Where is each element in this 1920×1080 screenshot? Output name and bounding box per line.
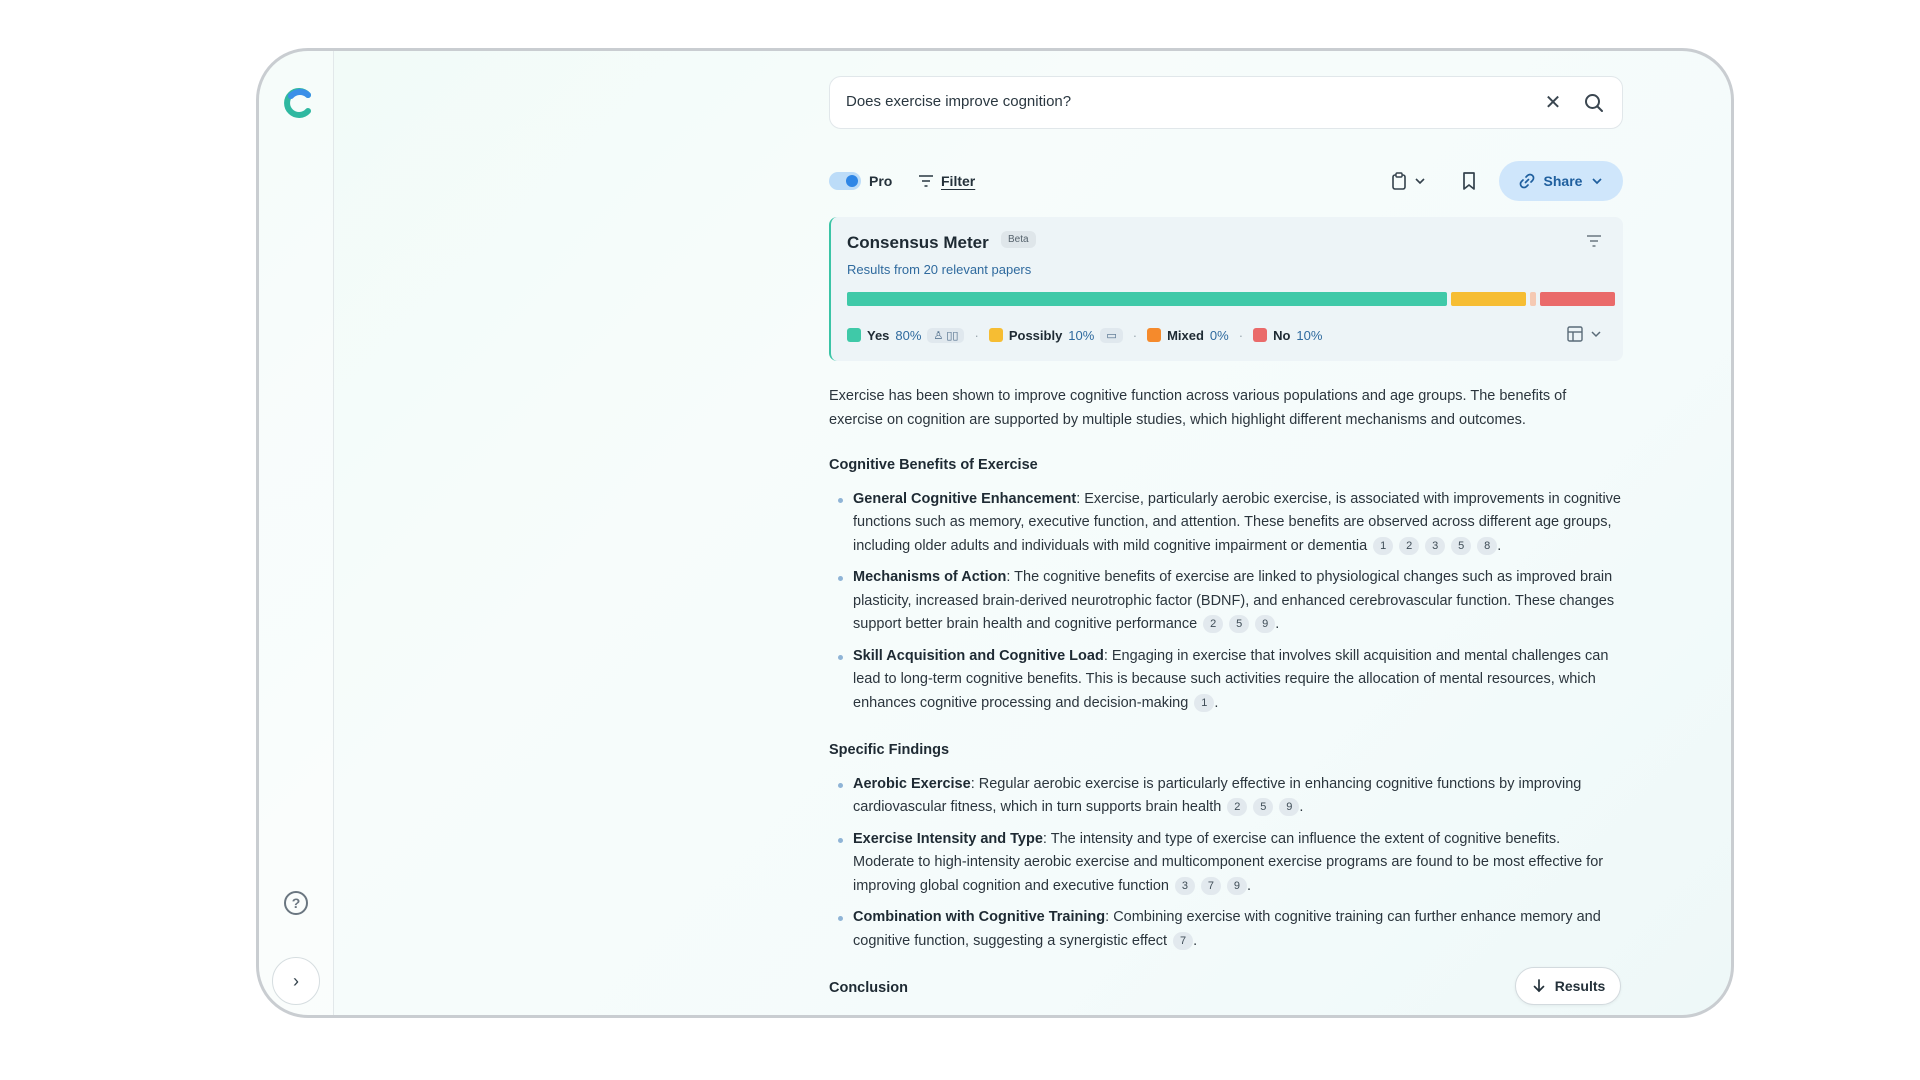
finding-text: : Combining exercise with cognitive training can further enhance memory and cognitive function, suggesting a synergistic effect — [853, 909, 1601, 949]
citation-badge[interactable]: 7 — [1173, 932, 1193, 950]
bookmark-icon[interactable] — [1457, 169, 1481, 193]
meter-title: Consensus Meter — [847, 233, 989, 252]
sentence-end: . — [1246, 877, 1252, 894]
legend-separator: · — [1132, 327, 1138, 343]
finding-text: : Regular aerobic exercise is particularly effective in enhancing cognitive functions by improving cardiovascular fitness, which in turn supports brain health — [853, 775, 1582, 815]
results-button[interactable] — [1515, 967, 1621, 1005]
finding-title: Skill Acquisition and Cognitive Load — [853, 647, 1104, 664]
finding-text: : The cognitive benefits of exercise are linked to physiological changes such as improved brain plasticity, increased brain-derived neurotrophic factor (BDNF), and enhanced cerebrovascular function. These changes support better brain health and cognitive performance — [853, 569, 1615, 632]
table-view-button[interactable] — [1566, 323, 1602, 345]
legend-swatch-possibly — [989, 328, 1003, 342]
legend-label: Yes — [867, 327, 890, 343]
sentence-end: . — [1193, 932, 1198, 949]
citation-badge[interactable]: 1 — [1373, 537, 1393, 555]
beta-badge: Beta — [1001, 231, 1036, 248]
filter-button[interactable] — [917, 167, 975, 195]
chevron-down-icon — [1413, 174, 1427, 188]
pro-toggle[interactable] — [829, 172, 861, 190]
summary-intro: Exercise has been shown to improve cognitive function across various populations and age groups. The benefits of exercise on cognition are supported by multiple studies, which highlight different mechanisms and outcomes. — [829, 388, 1567, 428]
filter-label: Filter — [941, 173, 976, 189]
search-input[interactable]: Does exercise improve cognition? — [846, 93, 1072, 110]
main-panel — [829, 51, 1629, 1015]
legend-separator: · — [1238, 327, 1244, 343]
finding-title: General Cognitive Enhancement — [853, 490, 1077, 507]
section-heading: Cognitive Benefits of Exercise — [829, 457, 1038, 473]
consensus-logo-icon[interactable] — [282, 87, 314, 119]
finding-title: Aerobic Exercise — [853, 775, 971, 792]
search-icon[interactable] — [1582, 91, 1606, 115]
citation-badge[interactable]: 3 — [1175, 877, 1195, 895]
legend-swatch-no — [1253, 328, 1267, 342]
section-heading: Specific Findings — [829, 742, 950, 758]
citation-badge[interactable]: 3 — [1425, 537, 1445, 555]
citation-badge[interactable]: 1 — [1194, 694, 1214, 712]
citation-badge[interactable]: 2 — [1399, 537, 1419, 555]
finding-list — [829, 488, 1623, 716]
legend-separator: · — [974, 327, 979, 343]
expand-sidebar-button[interactable] — [272, 957, 320, 1005]
meter-segment-no — [1540, 292, 1615, 306]
meter-subtitle: Results from 20 relevant papers — [847, 262, 1032, 277]
legend-percent: 10% — [1068, 327, 1095, 343]
legend-possibly[interactable] — [989, 328, 1123, 343]
study-type-icon[interactable]: ♙ ▯▯ — [927, 328, 964, 343]
meter-segment-mixed — [1530, 292, 1536, 306]
finding-item — [829, 488, 1623, 559]
sentence-end: . — [1299, 799, 1304, 815]
finding-title: Exercise Intensity and Type — [853, 830, 1043, 847]
legend-label: No — [1273, 327, 1291, 343]
citation-badge[interactable]: 9 — [1279, 798, 1299, 816]
legend-percent: 0% — [1209, 327, 1229, 343]
calendar-icon[interactable]: ▭ — [1100, 328, 1122, 343]
legend-yes[interactable] — [847, 328, 964, 343]
chevron-down-icon — [1590, 328, 1602, 340]
citation-badge[interactable]: 9 — [1227, 877, 1247, 895]
pro-label: Pro — [869, 173, 893, 189]
finding-list — [829, 773, 1623, 954]
section-heading: Conclusion — [829, 980, 908, 996]
finding-title: Mechanisms of Action — [853, 569, 1007, 585]
citation-badge[interactable]: 2 — [1203, 615, 1223, 633]
legend-swatch-mixed — [1147, 328, 1161, 342]
citation-badge[interactable]: 9 — [1255, 615, 1275, 633]
meter-legend — [847, 325, 1332, 345]
sentence-end: . — [1497, 537, 1502, 554]
filter-icon — [917, 172, 935, 190]
finding-text: : Exercise, particularly aerobic exercise, is associated with improvements in cognitive functions such as memory, executive function, and attention. These benefits are observed across different age groups, including older adults and individuals with mild cognitive impairment or dementia — [853, 490, 1621, 554]
help-icon[interactable]: ? — [284, 891, 308, 915]
clipboard-icon — [1389, 171, 1409, 191]
chevron-right-icon: › — [293, 971, 299, 991]
app-window — [256, 48, 1734, 1018]
chevron-down-icon — [1590, 174, 1604, 188]
toolbar — [829, 161, 1623, 201]
finding-item — [829, 566, 1623, 637]
finding-item — [829, 645, 1623, 716]
finding-text: : The intensity and type of exercise can influence the extent of cognitive benefits. Moderate to high-intensity aerobic exercise and multicomponent exercise programs are found to be most effective for improving global cognition and executive function — [853, 830, 1604, 894]
citation-badge[interactable]: 2 — [1227, 798, 1247, 816]
sentence-end: . — [1275, 616, 1280, 632]
toggle-knob — [846, 175, 858, 187]
legend-label: Mixed — [1167, 327, 1204, 343]
close-icon[interactable]: ✕ — [1544, 92, 1562, 114]
citation-badge[interactable]: 5 — [1253, 798, 1273, 816]
table-icon — [1566, 325, 1584, 343]
sidebar — [259, 51, 334, 1015]
sentence-end: . — [1214, 694, 1219, 711]
results-label: Results — [1554, 978, 1606, 994]
legend-swatch-yes — [847, 328, 861, 342]
finding-title: Combination with Cognitive Training — [853, 909, 1106, 925]
legend-percent: 80% — [895, 327, 922, 343]
meter-segment-possibly — [1451, 292, 1526, 306]
legend-mixed[interactable] — [1147, 328, 1229, 343]
share-label: Share — [1543, 173, 1583, 189]
citation-badge[interactable]: 5 — [1451, 537, 1471, 555]
arrow-down-icon — [1531, 978, 1547, 994]
meter-segment-yes — [847, 292, 1447, 306]
citation-badge[interactable]: 5 — [1229, 615, 1249, 633]
citation-badge[interactable]: 8 — [1477, 537, 1497, 555]
link-icon — [1518, 172, 1536, 190]
share-button[interactable] — [1499, 161, 1623, 201]
consensus-meter — [829, 217, 1623, 361]
legend-label: Possibly — [1008, 327, 1063, 343]
citation-badge[interactable]: 7 — [1201, 877, 1221, 895]
search-bar[interactable] — [829, 76, 1623, 129]
finding-item — [829, 828, 1623, 899]
legend-percent: 10% — [1296, 327, 1323, 343]
finding-item — [829, 906, 1623, 953]
finding-item — [829, 773, 1623, 820]
filter-icon[interactable] — [1584, 231, 1604, 251]
legend-no[interactable] — [1253, 328, 1322, 343]
answer-summary — [829, 385, 1623, 1011]
copy-button[interactable] — [1389, 169, 1427, 193]
finding-text: : Engaging in exercise that involves skill acquisition and mental challenges can lead to long-term cognitive benefits. This is because such activities require the allocation of mental resources, which enhances cognitive processing and decision-making — [853, 647, 1609, 711]
